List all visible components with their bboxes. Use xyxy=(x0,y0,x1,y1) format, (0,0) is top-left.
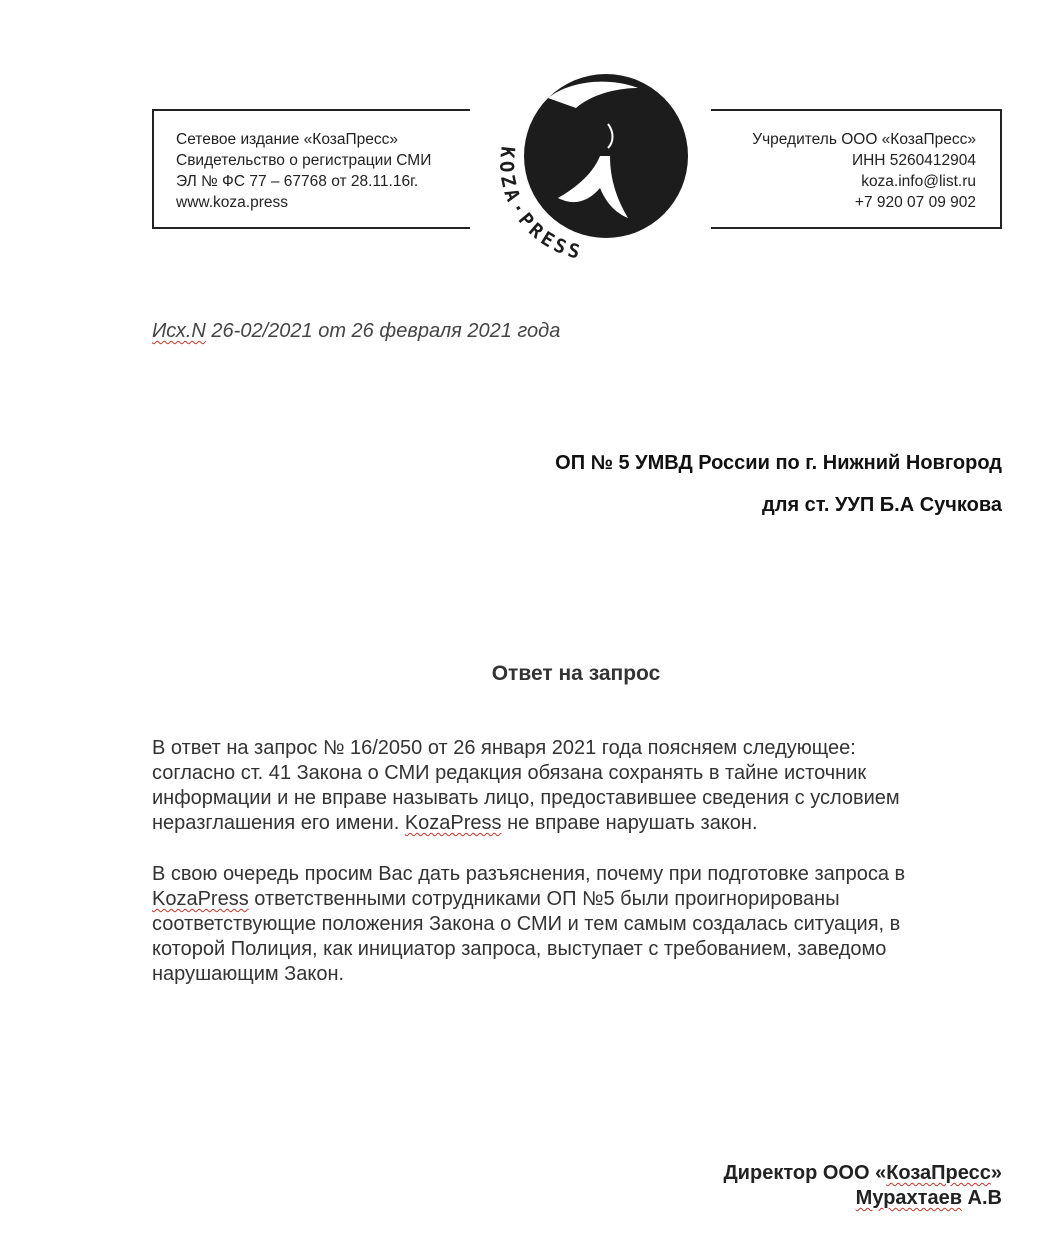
paragraph-1-line-4-c: не вправе нарушать закон. xyxy=(501,812,758,834)
paragraph-2 xyxy=(152,862,1012,987)
letterhead-right-box xyxy=(711,109,1002,229)
signature-title-a: Директор ООО « xyxy=(723,1162,887,1184)
paragraph-1-line-2: согласно ст. 41 Закона о СМИ редакция обязана сохранять в тайне источник xyxy=(152,762,867,784)
outgoing-reference xyxy=(152,320,560,343)
email: koza.info@list.ru xyxy=(861,173,976,190)
signature-title xyxy=(723,1162,1002,1185)
addressee-line-1: ОП № 5 УМВД России по г. Нижний Новгород xyxy=(555,452,1002,474)
paragraph-1-line-3: информации и не вправе называть лицо, предоставившее сведения с условием xyxy=(152,787,900,809)
signature-surname: Мурахтаев xyxy=(855,1187,962,1209)
phone: +7 920 07 09 902 xyxy=(854,194,976,211)
signature-name xyxy=(856,1187,1002,1210)
paragraph-2-line-3: соответствующие положения Закона о СМИ и тем самым создалась ситуация, в xyxy=(152,913,901,935)
website: www.koza.press xyxy=(176,194,288,211)
signature-title-c: » xyxy=(990,1162,1002,1184)
paragraph-2-line-4: которой Полиция, как инициатор запроса, выступает с требованием, заведомо xyxy=(152,938,887,960)
paragraph-2-line-2-b: ответственными сотрудниками ОП №5 были проигнорированы xyxy=(248,888,840,910)
logo-text: KOZA·PRESS xyxy=(494,145,586,265)
paragraph-1-line-1: В ответ на запрос № 16/2050 от 26 января 2021 года поясняем следующее: xyxy=(152,737,856,759)
founder: Учредитель ООО «КозаПресс» xyxy=(752,131,976,148)
paragraph-2-line-2 xyxy=(152,887,1012,912)
outgoing-text: 26-02/2021 от 26 февраля 2021 года xyxy=(205,320,561,342)
paragraph-2-line-5: нарушающим Закон. xyxy=(152,963,345,985)
media-name: Сетевое издание «КозаПресс» xyxy=(176,131,399,148)
koza-press-logo xyxy=(488,68,708,273)
paragraph-1-line-4 xyxy=(152,811,1012,836)
signature-company: КозаПресс xyxy=(886,1162,991,1184)
registration-label: Свидетельство о регистрации СМИ xyxy=(176,152,432,169)
registration-number: ЭЛ № ФС 77 – 67768 от 28.11.16г. xyxy=(176,173,419,190)
signature-initials: А.В xyxy=(962,1187,1002,1209)
paragraph-2-line-1: В свою очередь просим Вас дать разъяснения, почему при подготовке запроса в xyxy=(152,863,906,885)
addressee-line-2: для ст. УУП Б.А Сучкова xyxy=(762,494,1002,516)
paragraph-2-brand: KozaPress xyxy=(152,888,249,910)
letterhead-left-box xyxy=(152,109,470,229)
paragraph-1-line-4-a: неразглашения его имени. xyxy=(152,812,405,834)
outgoing-prefix: Исх.N xyxy=(152,320,206,342)
inn: ИНН 5260412904 xyxy=(851,152,976,169)
paragraph-1 xyxy=(152,736,1012,836)
paragraph-1-brand: KozaPress xyxy=(404,812,502,834)
document-title: Ответ на запрос xyxy=(491,662,661,685)
